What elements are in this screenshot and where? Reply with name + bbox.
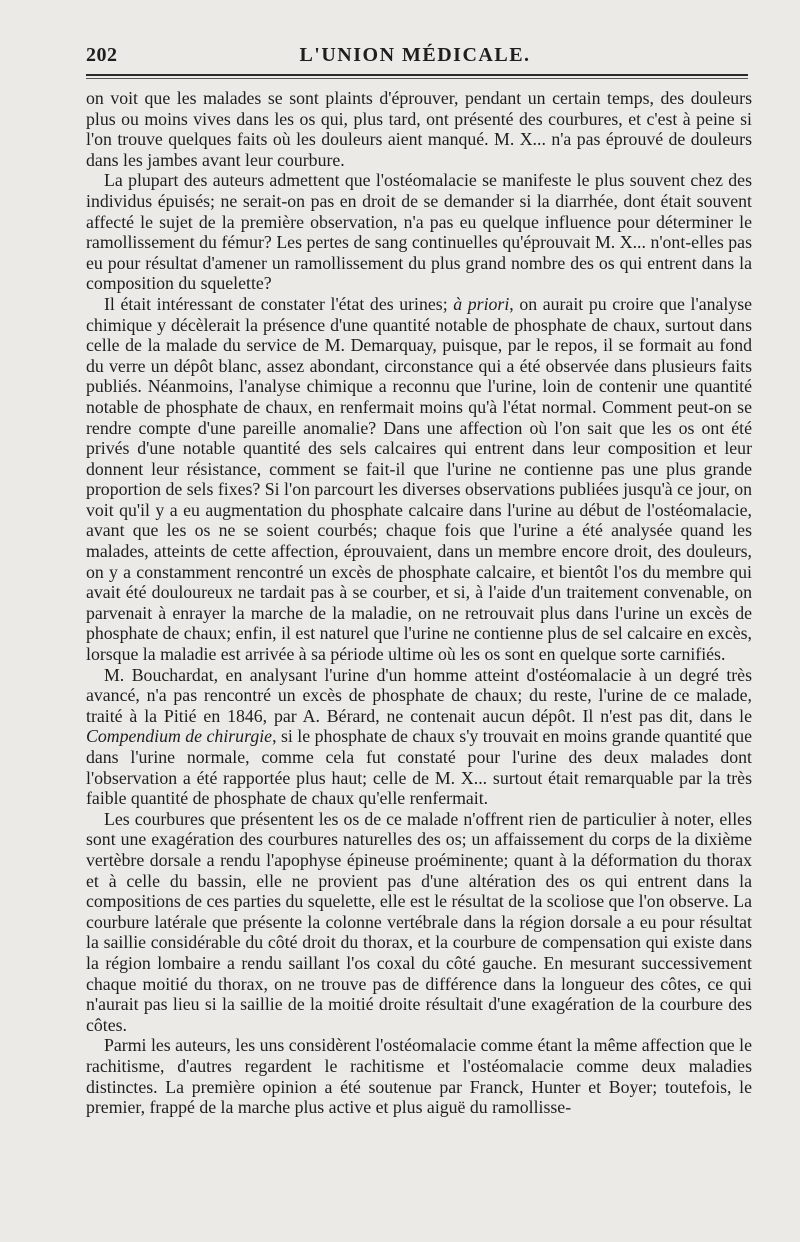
body-text bbox=[86, 88, 752, 1118]
paragraph bbox=[86, 1035, 752, 1117]
page-number: 202 bbox=[86, 44, 118, 66]
paragraph-text: Parmi les auteurs, les uns considèrent l'ostéomalacie comme étant la même affection que le rachitisme, d'autres regardent le rachitisme et l'ostéomalacie comme deux maladies distinctes. La première opinion a été soutenue par Franck, Hunter et Boyer; toutefois, le premier, frappé de la marche plus active et plus aiguë du ramollisse- bbox=[86, 1035, 752, 1118]
header-rule bbox=[86, 74, 748, 76]
header-rule-thin bbox=[86, 78, 748, 79]
running-title: L'UNION MÉDICALE. bbox=[299, 44, 531, 66]
paragraph-text: M. Bouchardat, en analysant l'urine d'un homme atteint d'ostéomalacie à un degré très avancé, n'a pas rencontré un excès de phosphate de chaux; du reste, l'urine de ce malade, traité à la Pitié en 1846, par A. Bérard, ne contenait aucun dépôt. Il n'est pas dit, dans le bbox=[86, 664, 752, 726]
paragraph-text: Il était intéressant de constater l'état des urines; bbox=[104, 293, 454, 314]
paragraph bbox=[86, 665, 752, 809]
paragraph-text: on voit que les malades se sont plaints d'éprouver, pendant un certain temps, des douleurs plus ou moins vives dans les os qui, plus tard, ont présenté des courbures, et c'est à peine si l'on trouve quelques faits où les douleurs aient manqué. M. X... n'a pas éprouvé de douleurs dans les jambes avant leur courbure. bbox=[86, 88, 752, 170]
paragraph-text: La plupart des auteurs admettent que l'ostéomalacie se manifeste le plus souvent chez des individus épuisés; ne serait-on pas en droit de se demander si la diarrhée, dont était souvent affecté le sujet de la première observation, n'a pas eu quelque influence pour déterminer le ramollissement du fémur? Les pertes de sang continuelles qu'éprouvait M. X... n'ont-elles pas eu pour résultat d'amener un ramollissement du plus grand nombre des os qui entrent dans la composition du squelette? bbox=[86, 170, 752, 294]
italic-text: à priori bbox=[453, 293, 510, 314]
paragraph-text: , on aurait pu croire que l'analyse chimique y décèlerait la présence d'une quantité notable de phosphate de chaux, surtout dans celle de la malade du service de M. Demarquay, puisque, par le repos, il se formait au fond du verre un dépôt blanc, assez abondant, circonstance qui a été observée dans plusieurs faits publiés. Néanmoins, l'analyse chimique a reconnu que l'urine, loin de contenir une quantité notable de phosphate de chaux, en renfermait moins qu'à l'état normal. Comment peut-on se rendre compte d'une pareille anomalie? Dans une affection où l'on sait que les os ont été privés d'une notable quantité des sels calcaires qui entrent dans leur composition et leur donnent leur résistance, comment se fait-il que l'urine ne contienne pas une plus grande proportion de sels fixes? Si l'on parcourt les diverses observations publiées jusqu'à ce jour, on voit qu'il y a eu augmentation du phosphate calcaire dans l'urine au début de l'ostéomalacie, avant que les os ne se soient courbés; chaque fois que l'urine a été analysée quand les malades, atteints de cette affection, éprouvaient, dans un membre encore droit, des douleurs, on y a constamment rencontré un excès de phosphate calcaire, et bientôt l'os du membre qui avait été douloureux ne tardait pas à se courber, et si, à l'aide d'un traitement convenable, on parvenait à enrayer la marche de la maladie, on ne retrouvait plus dans l'urine un excès de phosphate de chaux; enfin, il est naturel que l'urine ne contienne plus de sel calcaire en excès, lorsque la maladie est arrivée à sa période ultime où les os sont en quelque sorte carnifiés. bbox=[86, 293, 753, 665]
paragraph bbox=[86, 294, 752, 665]
paragraph-text: , si le phosphate de chaux s'y trouvait en moins grande quantité que dans l'urine normale, comme cela fut constaté pour l'urine des deux malades dont l'observation a été rapportée plus haut; celle de M. X... surtout était remarquable par la très faible quantité de phosphate de chaux qu'elle renfermait. bbox=[86, 726, 752, 809]
paragraph bbox=[86, 170, 752, 294]
paragraph bbox=[86, 88, 752, 170]
paragraph-text: Les courbures que présentent les os de ce malade n'offrent rien de particulier à noter, elles sont une exagération des courbures naturelles des os; un affaissement du corps de la dixième vertèbre dorsale a rendu l'apophyse épineuse proéminente; quant à la déformation du thorax et à celle du bassin, elle ne provient pas d'une altération des os qui entrent dans la compositions de ces parties du squelette, elle est le résultat de la scoliose que l'on observe. La courbure latérale que présente la colonne vertébrale dans la région dorsale a eu pour résultat la saillie considérable du côté droit du thorax, et la courbure de compensation qui existe dans la région lombaire a rendu saillant l'os coxal du côté gauche. En mesurant successivement chaque moitié du thorax, on ne trouve pas de différence dans la longueur des côtes, ce qui n'aurait pas lieu si la saillie de la moitié droite résultait d'une exagération de la courbure des côtes. bbox=[86, 808, 752, 1035]
paragraph bbox=[86, 809, 752, 1036]
page-header bbox=[86, 40, 744, 68]
italic-text: Compendium de chirurgie bbox=[86, 726, 273, 747]
